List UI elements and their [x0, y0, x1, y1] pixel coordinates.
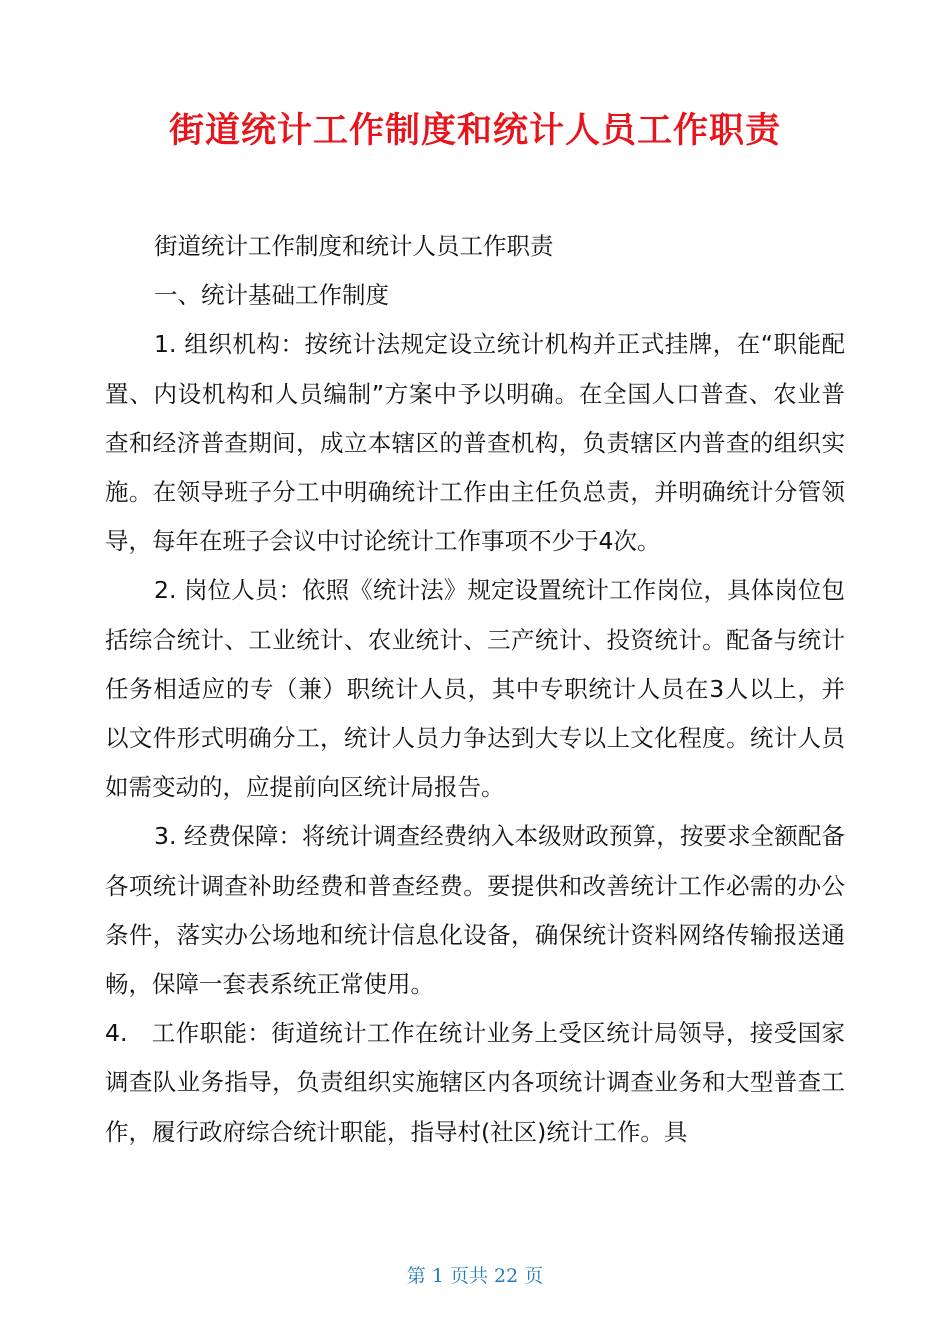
- body-paragraph: 1. 组织机构：按统计法规定设立统计机构并正式挂牌，在“职能配置、内设机构和人员编制”方案中予以明确。在全国人口普查、农业普查和经济普查期间，成立本辖区的普查机构，负责辖区内普查的组织实施。在领导班子分工中明确统计工作由主任负总责，并明确统计分管领导，每年在班子会议中讨论统计工作事项不少于4次。: [105, 330, 845, 556]
- body-paragraph: 2. 岗位人员：依照《统计法》规定设置统计工作岗位，具体岗位包括综合统计、工业统计、农业统计、三产统计、投资统计。配备与统计任务相适应的专（兼）职统计人员，其中专职统计人员在3人以上，并以文件形式明确分工，统计人员力争达到大专以上文化程度。统计人员如需变动的，应提前向区统计局报告。: [105, 576, 845, 802]
- page-number-footer: 第 1 页共 22 页: [406, 1265, 544, 1287]
- document-title: 街道统计工作制度和统计人员工作职责: [168, 111, 781, 151]
- body-paragraph: 4. 工作职能：街道统计工作在统计业务上受区统计局领导，接受国家调查队业务指导，负责组织实施辖区内各项统计调查业务和大型普查工作，履行政府综合统计职能，指导村(社区)统计工作。具: [105, 1019, 845, 1146]
- document-body: [105, 222, 845, 1157]
- body-paragraph-heading: 街道统计工作制度和统计人员工作职责: [154, 232, 554, 260]
- section-heading: 一、统计基础工作制度: [154, 281, 389, 310]
- body-paragraph: 3. 经费保障：将统计调查经费纳入本级财政预算，按要求全额配备各项统计调查补助经费和普查经费。要提供和改善统计工作必需的办公条件，落实办公场地和统计信息化设备，确保统计资料网络传输报送通畅，保障一套表系统正常使用。: [105, 822, 845, 999]
